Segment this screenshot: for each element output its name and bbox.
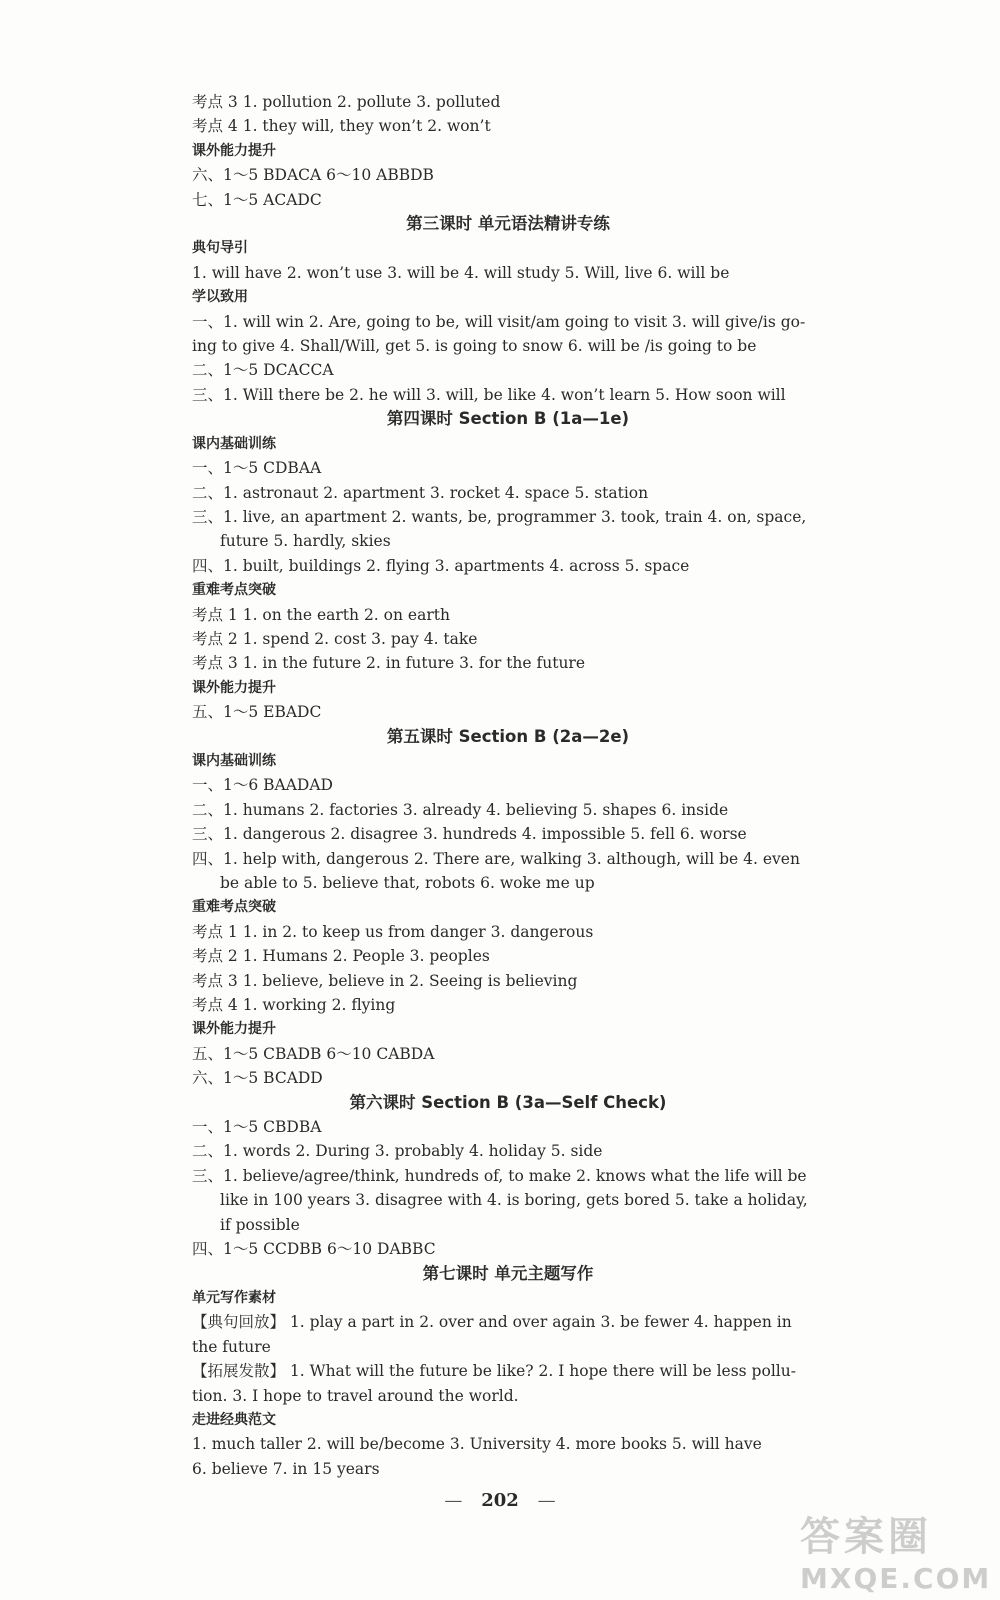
answer-line: 【典句回放】 1. play a part in 2. over and over again 3. be fewer 4. happen in: [192, 1313, 792, 1332]
section-label: 单元写作素材: [192, 1289, 276, 1306]
footer-dash-left: —: [444, 1490, 463, 1511]
answer-line: 考点 3 1. pollution 2. pollute 3. polluted: [192, 93, 501, 111]
watermark-top-text: 答案圈: [800, 1514, 932, 1560]
answer-line: 一、1～5 CBDBA: [192, 1118, 322, 1137]
answer-line: 考点 2 1. Humans 2. People 3. peoples: [192, 947, 490, 966]
answer-line: 二、1. words 2. During 3. probably 4. holiday 5. side: [192, 1142, 603, 1161]
section-label: 课外能力提升: [192, 679, 276, 696]
answer-line: 【拓展发散】 1. What will the future be like? 2. I hope there will be less pollu-: [192, 1362, 796, 1381]
answer-line: 四、1～5 CCDBB 6～10 DABBC: [192, 1240, 436, 1259]
answer-line: 考点 4 1. they will, they won’t 2. won’t: [192, 117, 491, 136]
section-label: 重难考点突破: [192, 582, 276, 599]
page-number: 202: [481, 1490, 519, 1511]
answer-line: tion. 3. I hope to travel around the world.: [192, 1386, 519, 1405]
answer-line: 考点 2 1. spend 2. cost 3. pay 4. take: [192, 629, 478, 648]
answer-line: 考点 3 1. in the future 2. in future 3. for the future: [192, 654, 586, 673]
answer-line: 三、1. live, an apartment 2. wants, be, programmer 3. took, train 4. on, space,: [192, 507, 807, 526]
answer-content: [192, 90, 824, 1481]
section-label: 学以致用: [192, 289, 248, 306]
lesson-heading: 第六课时 Section B (3a—Self Check): [349, 1092, 667, 1112]
answer-line: 四、1. built, buildings 2. flying 3. apartments 4. across 5. space: [192, 556, 690, 575]
answer-line: 一、1～5 CDBAA: [192, 459, 322, 478]
footer-dash-right: —: [537, 1490, 556, 1511]
answer-line: 三、1. Will there be 2. he will 3. will, be like 4. won’t learn 5. How soon will: [192, 385, 786, 404]
answer-line: ing to give 4. Shall/Will, get 5. is going to snow 6. will be /is going to be: [192, 337, 757, 356]
answer-line-continued: like in 100 years 3. disagree with 4. is boring, gets bored 5. take a holiday,: [220, 1191, 808, 1210]
answer-line-continued: be able to 5. believe that, robots 6. woke me up: [220, 874, 595, 892]
answer-line: 五、1～5 CBADB 6～10 CABDA: [192, 1044, 435, 1063]
lesson-heading: 第三课时 单元语法精讲专练: [406, 214, 610, 234]
section-label: 重难考点突破: [192, 899, 276, 916]
section-label: 典句导引: [192, 240, 248, 257]
answer-line: 6. believe 7. in 15 years: [192, 1459, 380, 1478]
section-label: 课外能力提升: [192, 1021, 276, 1038]
answer-line: 三、1. dangerous 2. disagree 3. hundreds 4. impossible 5. fell 6. worse: [192, 825, 747, 844]
section-label: 课内基础训练: [192, 435, 276, 452]
answer-line: 1. much taller 2. will be/become 3. University 4. more books 5. will have: [192, 1435, 762, 1454]
answer-line: the future: [192, 1337, 271, 1356]
answer-line: 七、1～5 ACADC: [192, 190, 322, 209]
answer-line: 四、1. help with, dangerous 2. There are, walking 3. although, will be 4. even: [192, 849, 800, 868]
answer-line: 考点 3 1. believe, believe in 2. Seeing is believing: [192, 971, 578, 990]
answer-line-continued: future 5. hardly, skies: [220, 532, 391, 551]
answer-line: 二、1. humans 2. factories 3. already 4. believing 5. shapes 6. inside: [192, 800, 729, 819]
answer-line: 1. will have 2. won’t use 3. will be 4. will study 5. Will, live 6. will be: [192, 263, 730, 282]
answer-line: 考点 1 1. in 2. to keep us from danger 3. dangerous: [192, 922, 594, 941]
section-label: 走进经典范文: [192, 1411, 276, 1428]
section-label: 课外能力提升: [192, 142, 276, 159]
answer-line: 一、1. will win 2. Are, going to be, will visit/am going to visit 3. will give/is go-: [192, 312, 806, 331]
answer-line: 考点 1 1. on the earth 2. on earth: [192, 605, 450, 624]
lesson-heading: 第五课时 Section B (2a—2e): [386, 726, 630, 746]
answer-line: 三、1. believe/agree/think, hundreds of, to make 2. knows what the life will be: [192, 1166, 807, 1185]
answer-line: 考点 4 1. working 2. flying: [192, 996, 396, 1015]
answer-line: 五、1～5 EBADC: [192, 703, 322, 722]
answer-line: 六、1～5 BCADD: [192, 1069, 323, 1088]
answer-line: 六、1～5 BDACA 6～10 ABBDB: [192, 166, 434, 185]
answer-line: 二、1. astronaut 2. apartment 3. rocket 4. space 5. station: [192, 483, 649, 502]
section-label: 课内基础训练: [192, 752, 276, 769]
watermark-bottom-text: MXQE.COM: [800, 1562, 992, 1595]
watermark-logo: [800, 1505, 992, 1595]
lesson-heading: 第七课时 单元主题写作: [422, 1263, 594, 1283]
answer-line: 二、1～5 DCACCA: [192, 361, 334, 380]
lesson-heading: 第四课时 Section B (1a—1e): [386, 409, 630, 429]
answer-line-continued: if possible: [220, 1215, 300, 1234]
answer-line: 一、1～6 BAADAD: [192, 776, 333, 795]
